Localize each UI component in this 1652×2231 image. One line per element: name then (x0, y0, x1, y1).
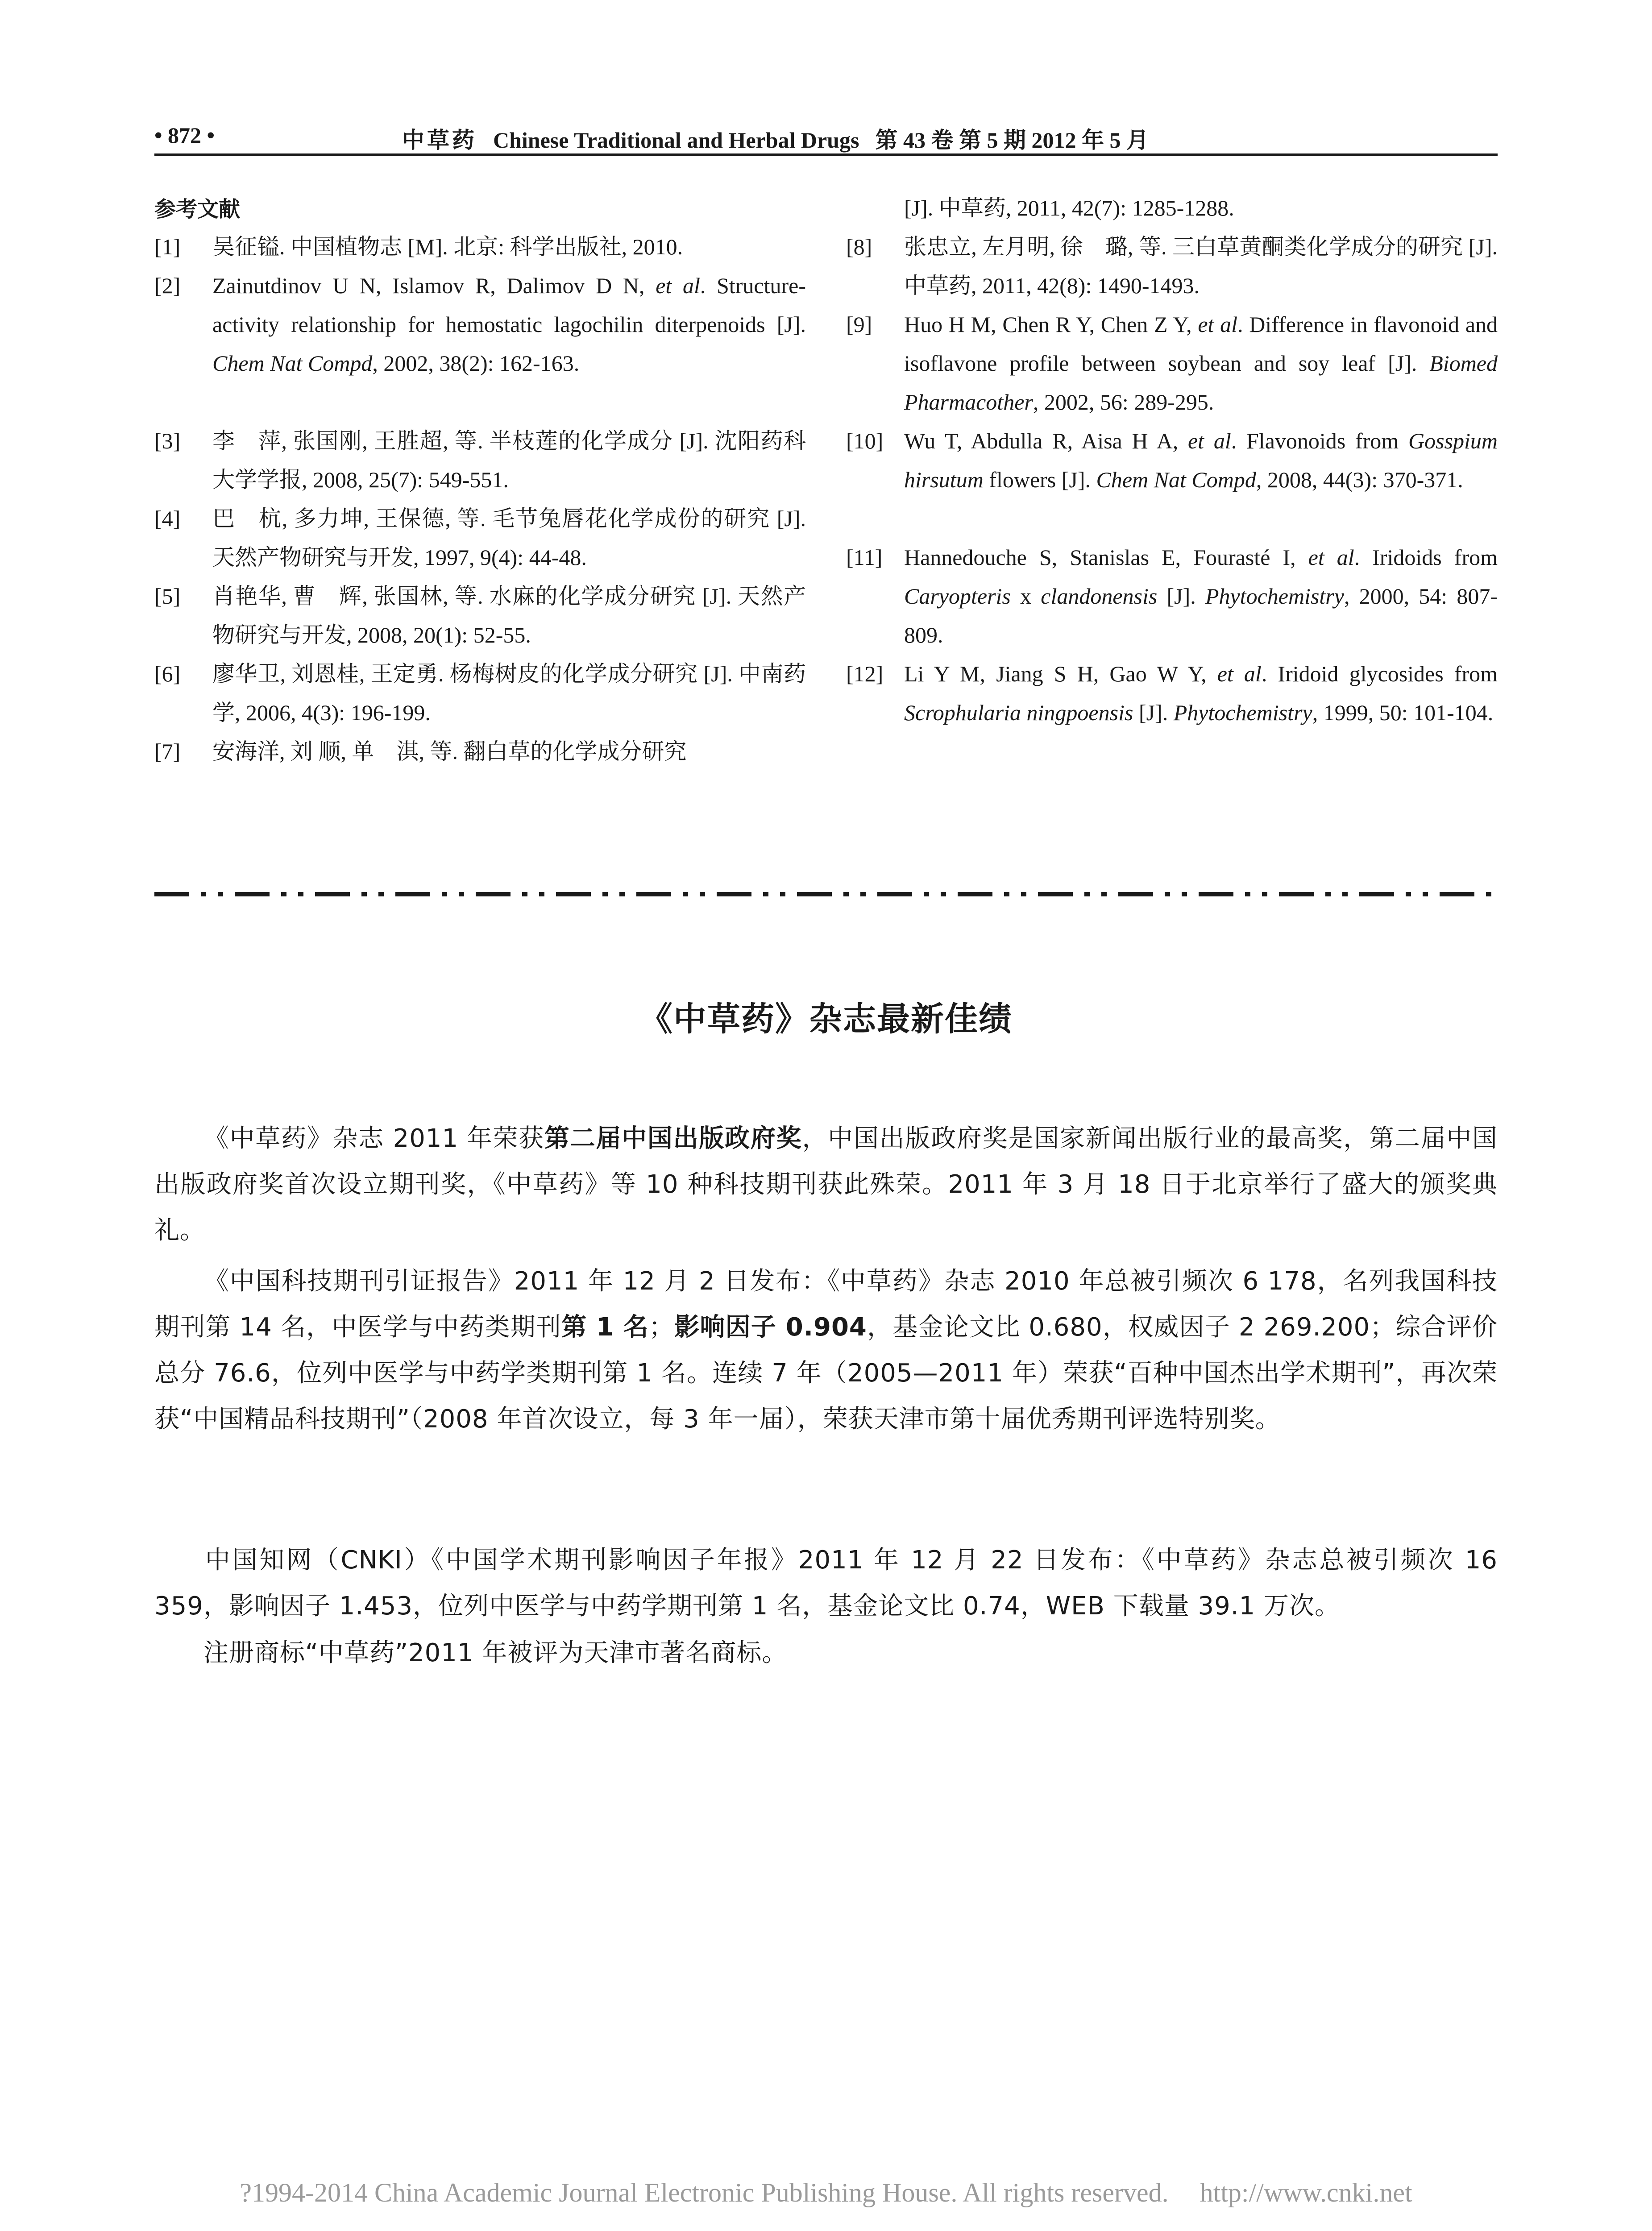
reference-number: [11] (846, 545, 883, 570)
reference-text: Zainutdinov U N, Islamov R, Dalimov D N, et al. Structure-activity relationship for hemostatic lagochilin diterpenoids [J]. Chem Nat Compd, 2002, 38(2): 162-163. (212, 273, 806, 376)
reference-text: Huo H M, Chen R Y, Chen Z Y, et al. Difference in flavonoid and isoflavone profile between soybean and soy leaf [J]. Biomed Pharmacother, 2002, 56: 289-295. (904, 312, 1498, 415)
references-heading: 参考文献 (154, 197, 241, 222)
reference-text: 吴征镒. 中国植物志 [M]. 北京: 科学出版社, 2010. (212, 234, 683, 259)
reference-number: [1] (154, 234, 181, 259)
reference-number: [2] (154, 273, 181, 298)
reference-number: [4] (154, 506, 181, 531)
reference-number: [12] (846, 661, 884, 686)
page-number: • 872 • (154, 123, 215, 148)
reference-text: Li Y M, Jiang S H, Gao W Y, et al. Iridoid glycosides from Scrophularia ningpoensis [J]. Phytochemistry, 1999, 50: 101-104. (904, 661, 1498, 725)
reference-number: [9] (846, 312, 872, 337)
header-rule (154, 153, 1498, 156)
journal-name-en: Chinese Traditional and Herbal Drugs (493, 128, 859, 153)
reference-text: Hannedouche S, Stanislas E, Fourasté I, et al. Iridoids from Caryopteris x clandonensis [J]. Phytochemistry, 2000, 54: 807-809. (904, 545, 1498, 647)
notice-title: 《中草药》杂志最新佳绩 (639, 1000, 1013, 1038)
reference-text: 肖艳华, 曹 辉, 张国林, 等. 水麻的化学成分研究 [J]. 天然产物研究与开发, 2008, 20(1): 52-55. (212, 584, 806, 647)
copyright-footer (0, 2177, 1652, 2208)
reference-text: [J]. 中草药, 2011, 42(7): 1285-1288. (904, 195, 1234, 220)
section-divider (154, 892, 1502, 897)
reference-number: [10] (846, 428, 884, 453)
reference-number: [7] (154, 739, 181, 764)
reference-number: [6] (154, 661, 181, 686)
footer-url[interactable]: http://www.cnki.net (1200, 2178, 1412, 2207)
copyright-text: ?1994-2014 China Academic Journal Electronic Publishing House. All rights reserved. (240, 2178, 1169, 2207)
issue-info: 第 43 卷 第 5 期 2012 年 5 月 (875, 128, 1149, 153)
reference-number: [8] (846, 234, 872, 259)
reference-text: 巴 杭, 多力坤, 王保德, 等. 毛节兔唇花化学成份的研究 [J]. 天然产物研究与开发, 1997, 9(4): 44-48. (212, 506, 806, 570)
journal-running-title (402, 122, 1149, 154)
notice-paragraph: 注册商标“中草药”2011 年被评为天津市著名商标。 (203, 1638, 788, 1667)
notice-paragraph: 《中国科技期刊引证报告》2011 年 12 月 2 日发布：《中草药》杂志 2010 年总被引频次 6 178，名列我国科技期刊第 14 名，中医学与中药类期刊第 1 名；影响因子 0.904，基金论文比 0.680，权威因子 2 269.200；综合评价总分 76.6，位列中医学与中药学类期刊第 1 名。连续 7 年（2005—2011 年）荣获“百种中国杰出学术期刊”，再次荣获“中国精品科技期刊”（2008 年首次设立，每 3 年一届），荣获天津市第十届优秀期刊评选特别奖。 (154, 1267, 1498, 1434)
running-header (154, 117, 1498, 153)
reference-number: [3] (154, 428, 181, 453)
notice-paragraph: 中国知网（CNKI）《中国学术期刊影响因子年报》2011 年 12 月 22 日发布：《中草药》杂志总被引频次 16 359，影响因子 1.453，位列中医学与中药学期刊第 1 名，基金论文比 0.74，WEB 下载量 39.1 万次。 (154, 1546, 1498, 1621)
notice-paragraph: 《中草药》杂志 2011 年荣获第二届中国出版政府奖，中国出版政府奖是国家新闻出版行业的最高奖，第二届中国出版政府奖首次设立期刊奖，《中草药》等 10 种科技期刊获此殊荣。2011 年 3 月 18 日于北京举行了盛大的颁奖典礼。 (154, 1124, 1498, 1245)
reference-text: 廖华卫, 刘恩桂, 王定勇. 杨梅树皮的化学成分研究 [J]. 中南药学, 2006, 4(3): 196-199. (212, 661, 806, 725)
reference-text: 张忠立, 左月明, 徐 璐, 等. 三白草黄酮类化学成分的研究 [J]. 中草药, 2011, 42(8): 1490-1493. (904, 234, 1498, 298)
reference-text: 李 萍, 张国刚, 王胜超, 等. 半枝莲的化学成分 [J]. 沈阳药科大学学报, 2008, 25(7): 549-551. (212, 428, 806, 492)
reference-number: [5] (154, 584, 181, 609)
reference-text: Wu T, Abdulla R, Aisa H A, et al. Flavonoids from Gosspium hirsutum flowers [J]. Chem Nat Compd, 2008, 44(3): 370-371. (904, 428, 1498, 492)
journal-name-cn: 中草药 (402, 127, 477, 153)
reference-text: 安海洋, 刘 顺, 单 淇, 等. 翻白草的化学成分研究 (212, 739, 687, 764)
